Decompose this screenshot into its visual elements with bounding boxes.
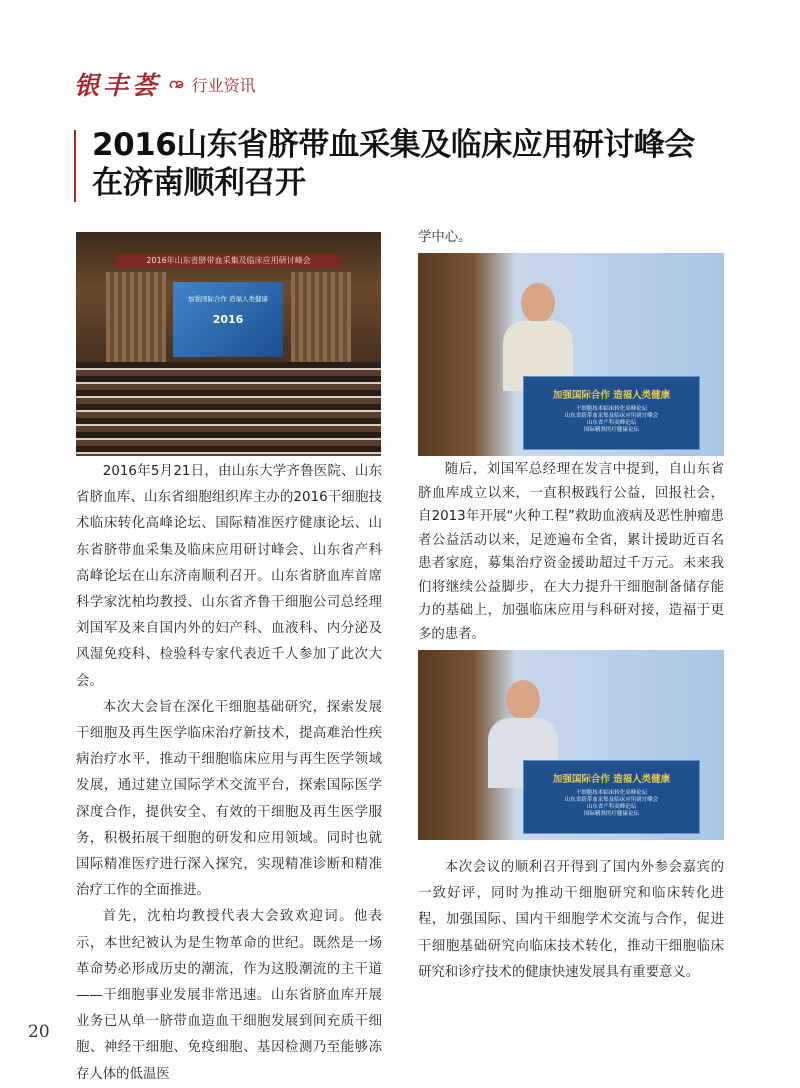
article-title: [92, 126, 695, 202]
podium-slogan: 加强国际合作 造福人类健康: [552, 390, 671, 401]
paragraph: 2016年5月21日，由山东大学齐鲁医院、山东省脐血库、山东省细胞组织库主办的2016干细胞技术临床转化高峰论坛、国际精准医疗健康论坛、山东省脐带血采集及临床应用研讨峰会、山东省产科高峰论坛在山东济南顺利召开。山东省脐血库首席科学家沈柏均教授、山东省齐鲁干细胞公司总经理刘国军及来自国内外的妇产科、血液科、内分泌及风湿免疫科、检验科专家代表近千人参加了此次大会。: [76, 464, 382, 689]
podium: [523, 760, 700, 834]
paragraph: 本次会议的顺利召开得到了国内外参会嘉宾的一致好评，同时为推动干细胞研究和临床转化进程，加强国际、国内干细胞学术交流与合作，促进干细胞基础研究向临床技术转化，推动干细胞临床研究和诊疗技术的健康快速发展具有重要意义。: [418, 860, 724, 980]
curtain: [291, 272, 351, 362]
paragraph: 随后，刘国军总经理在发言中提到，自山东省脐血库成立以来，一直积极践行公益，回报社会，自2013年开展“火种工程”救助血液病及恶性肿瘤患者公益活动以来，足迹遍布全省，累计援助近百名患者家庭，募集治疗资金援助超过千万元。未来我们将继续公益脚步，在大力提升干细胞制备储存能力的基础上，加强临床应用与科研对接，造福于更多的患者。: [418, 462, 724, 642]
podium-line: 干细胞技术临床转化高峰论坛: [575, 790, 648, 796]
left-column: [76, 459, 382, 1088]
paragraph: 学中心。: [418, 230, 472, 245]
podium-line: 国际精准医疗健康论坛: [583, 811, 639, 817]
speaker-photo-2: [418, 650, 724, 840]
magazine-header: [74, 66, 256, 102]
speaker-photo-1: [418, 253, 724, 456]
right-column-continuation: [418, 225, 724, 251]
title-line-1: 2016山东省脐带血采集及临床应用研讨峰会: [92, 127, 695, 163]
page-number: 20: [28, 1022, 50, 1042]
screen-year: 2016: [212, 313, 244, 326]
projection-screen: [173, 282, 283, 357]
right-column-bottom: [418, 855, 724, 986]
brand-logo: 银丰荟: [74, 71, 162, 100]
podium-line: 干细胞技术临床转化高峰论坛: [575, 406, 648, 412]
audience-seats: [76, 362, 381, 456]
swirl-icon: ꩠ: [169, 73, 184, 92]
podium-line: 国际精准医疗健康论坛: [583, 427, 639, 433]
title-accent-bar: [74, 130, 76, 202]
paragraph: 本次大会旨在深化干细胞基础研究，探索发展干细胞及再生医学临床治疗新技术，提高难治性疾病治疗水平，推动干细胞临床应用与再生医学领域发展，通过建立国际学术交流平台，探索国际医学深度合作，提供安全、有效的干细胞及再生医学服务，积极拓展干细胞的研发和应用领域。同时也就国际精准医疗进行深入探究，实现精准诊断和精准治疗工作的全面推进。: [76, 699, 382, 899]
podium-line: 山东省产科高峰论坛: [586, 420, 637, 426]
paragraph: 首先，沈柏均教授代表大会致欢迎词。他表示，本世纪被认为是生物革命的世纪。既然是一场革命势必形成历史的潮流，作为这股潮流的主干道——干细胞事业发展非常迅速。山东省脐血库开展业务已从单一脐带血造血干细胞发展到间充质干细胞、神经干细胞、免疫细胞、基因检测乃至能够冻存人体的低温医: [76, 909, 382, 1082]
right-column-middle: [418, 458, 724, 646]
hall-banner: 2016年山东省脐带血采集及临床应用研讨峰会: [116, 254, 341, 268]
section-label: 行业资讯: [191, 75, 256, 95]
podium-line: 山东省脐带血采集及临床应用研讨峰会: [564, 413, 659, 419]
screen-slogan: 加强国际合作 造福人类健康: [187, 295, 269, 303]
podium-slogan: 加强国际合作 造福人类健康: [552, 774, 671, 785]
curtain: [106, 272, 166, 362]
podium: [523, 376, 700, 450]
podium-line: 山东省脐带血采集及临床应用研讨峰会: [564, 797, 659, 803]
conference-hall-photo: [76, 232, 381, 456]
title-line-2: 在济南顺利召开: [92, 165, 306, 201]
podium-line: 山东省产科高峰论坛: [586, 804, 637, 810]
